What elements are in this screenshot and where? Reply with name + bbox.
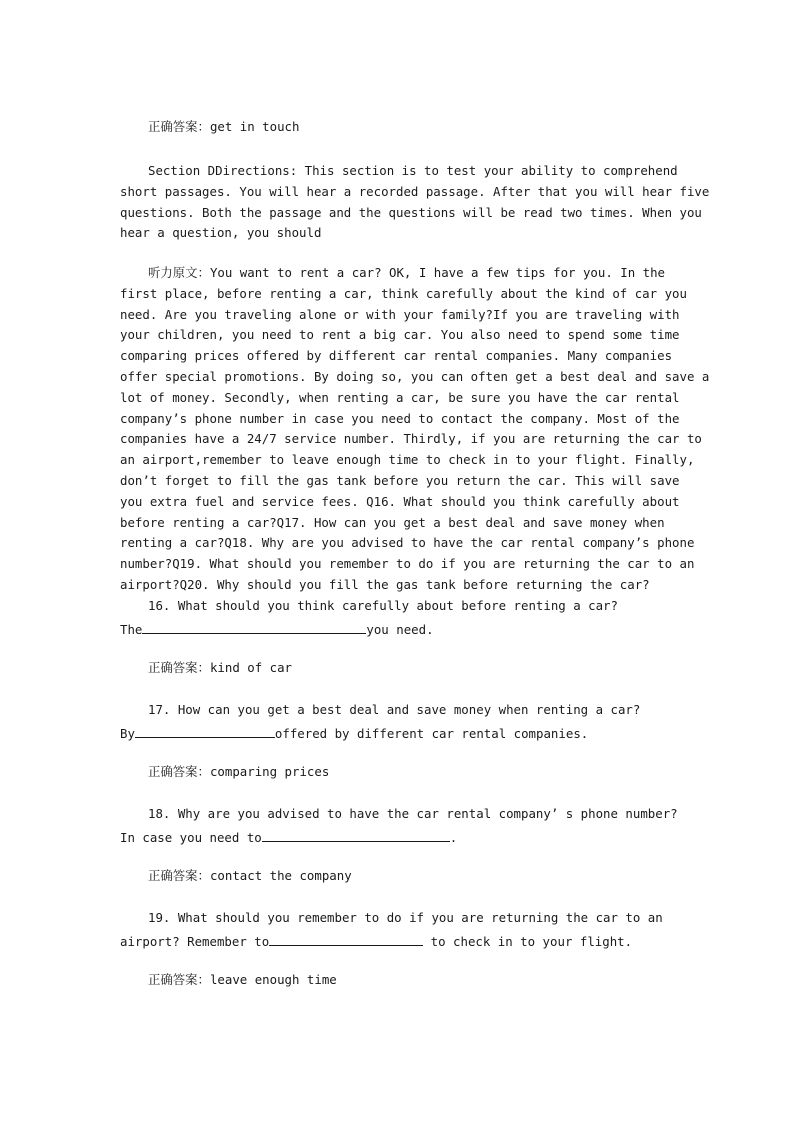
answer-label: 正确答案： <box>148 868 210 883</box>
answer-blank[interactable] <box>262 827 450 842</box>
answer-blank[interactable] <box>269 931 423 946</box>
question-text: 19. What should you remember to do if you are returning the car to an <box>148 910 663 925</box>
answer-19 <box>120 970 680 991</box>
answer-text: comparing prices <box>209 764 330 779</box>
transcript-label: 听力原文： <box>148 265 210 280</box>
answer-blank[interactable] <box>135 723 275 738</box>
answer-15 <box>120 117 680 138</box>
transcript-line: don’t forget to fill the gas tank before you return the car. This will save <box>120 472 680 488</box>
transcript-line: airport?Q20. Why should you fill the gas tank before returning the car? <box>120 576 650 592</box>
blank-prefix: By <box>120 725 135 741</box>
transcript-line: you extra fuel and service fees. Q16. What should you think carefully about <box>120 493 680 509</box>
directions-line: short passages. You will hear a recorded passage. After that you will hear five <box>120 183 710 199</box>
question-text: 17. How can you get a best deal and save money when renting a car? <box>148 702 641 717</box>
answer-17 <box>120 762 680 783</box>
transcript <box>120 263 710 596</box>
answer-16 <box>120 658 680 679</box>
answer-text: get in touch <box>209 119 300 134</box>
answer-label: 正确答案： <box>148 660 210 675</box>
blank-suffix: to check in to your flight. <box>423 933 633 949</box>
question-text: 16. What should you think carefully about before renting a car? <box>148 598 618 613</box>
blank-prefix: airport? Remember to <box>120 933 270 949</box>
transcript-line: need. Are you traveling alone or with your family?If you are traveling with <box>120 306 680 322</box>
answer-label: 正确答案： <box>148 764 210 779</box>
transcript-line: offer special promotions. By doing so, you can often get a best deal and save a <box>120 368 710 384</box>
transcript-line: your children, you need to rent a big car. You also need to spend some time <box>120 327 680 343</box>
transcript-line: before renting a car?Q17. How can you get a best deal and save money when <box>120 514 665 530</box>
question-17 <box>120 700 680 744</box>
transcript-line: number?Q19. What should you remember to do if you are returning the car to an <box>120 556 695 572</box>
transcript-line: You want to rent a car? OK, I have a few tips for you. In the <box>209 265 666 280</box>
answer-label: 正确答案： <box>148 119 210 134</box>
directions-line: hear a question, you should <box>120 225 322 241</box>
blank-suffix: you need. <box>366 621 434 637</box>
blank-suffix: . <box>449 829 458 845</box>
section-d-directions <box>120 161 710 244</box>
question-16 <box>120 596 680 640</box>
answer-text: contact the company <box>209 868 352 883</box>
blank-prefix: The <box>120 621 143 637</box>
transcript-line: an airport,remember to leave enough time to check in to your flight. Finally, <box>120 452 695 468</box>
blank-suffix: offered by different car rental companies. <box>274 725 589 741</box>
question-19 <box>120 908 680 952</box>
transcript-line: companies have a 24/7 service number. Thirdly, if you are returning the car to <box>120 431 702 447</box>
directions-line: Section DDirections: This section is to test your ability to comprehend <box>148 163 678 178</box>
transcript-line: first place, before renting a car, think carefully about the kind of car you <box>120 285 687 301</box>
answer-text: leave enough time <box>209 972 337 987</box>
transcript-line: company’s phone number in case you need to contact the company. Most of the <box>120 410 680 426</box>
directions-line: questions. Both the passage and the questions will be read two times. When you <box>120 204 702 220</box>
blank-prefix: In case you need to <box>120 829 262 845</box>
transcript-line: lot of money. Secondly, when renting a car, be sure you have the car rental <box>120 389 680 405</box>
transcript-line: comparing prices offered by different car rental companies. Many companies <box>120 348 673 364</box>
answer-text: kind of car <box>209 660 293 675</box>
question-text: 18. Why are you advised to have the car rental company’ s phone number? <box>148 806 678 821</box>
transcript-line: renting a car?Q18. Why are you advised to have the car rental company’s phone <box>120 535 695 551</box>
answer-18 <box>120 866 680 887</box>
answer-label: 正确答案： <box>148 972 210 987</box>
answer-blank[interactable] <box>142 619 366 634</box>
question-18 <box>120 804 680 848</box>
